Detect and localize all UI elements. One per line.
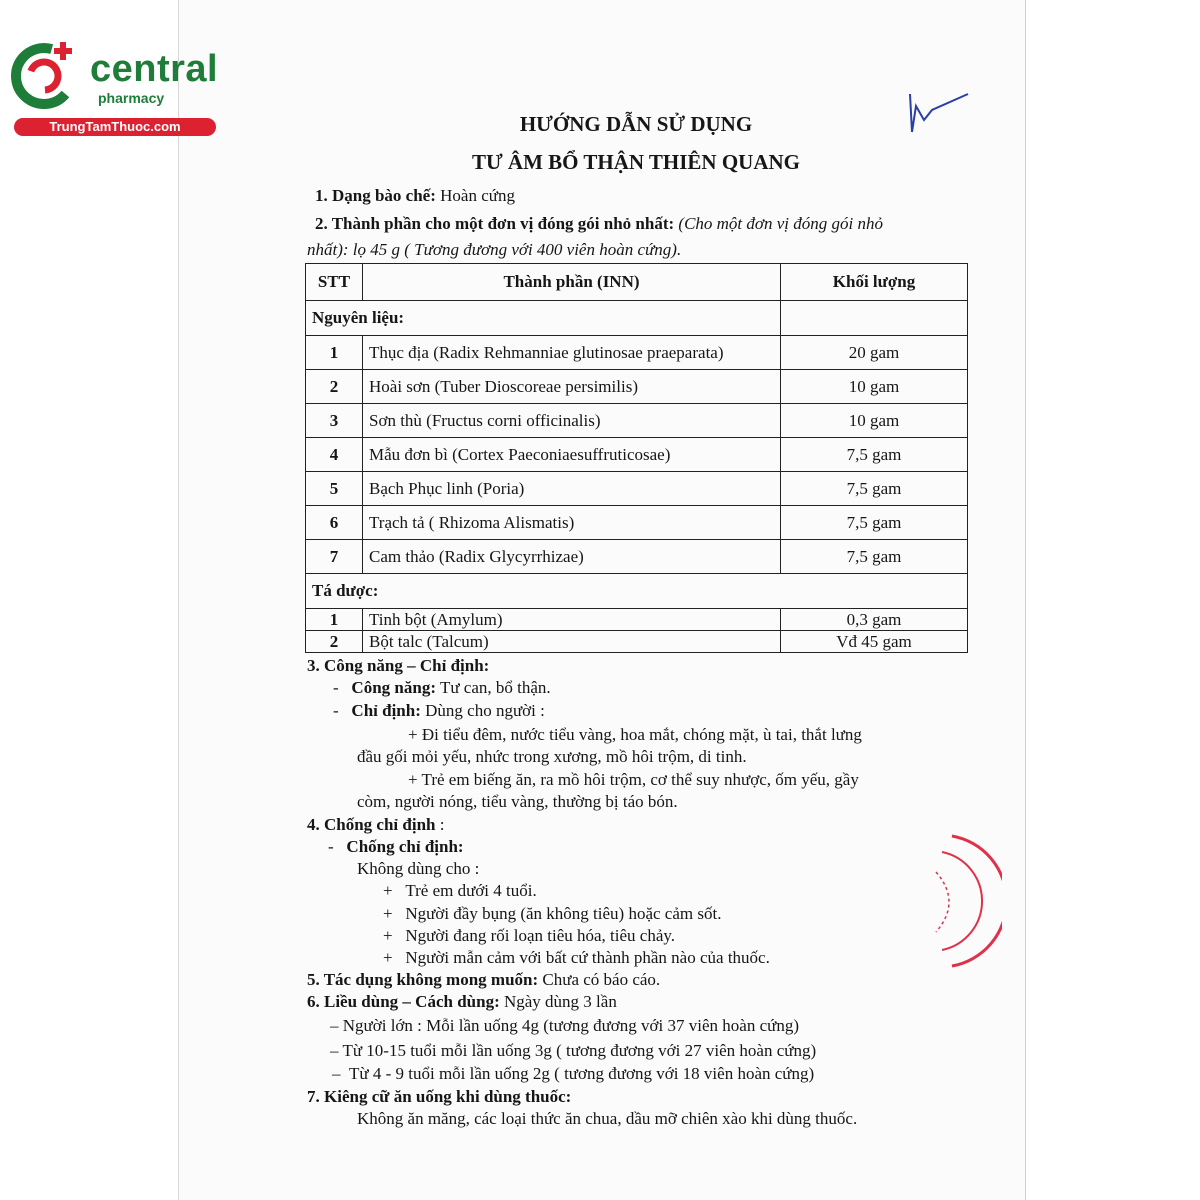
s3-para2-line1: + Trẻ em biếng ăn, ra mồ hôi trộm, cơ thể suy nhược, ốm yếu, gầy — [408, 770, 859, 789]
s5-label: 5. Tác dụng không mong muốn: — [307, 970, 539, 989]
row-num: 1 — [306, 336, 363, 370]
row-num: 7 — [306, 540, 363, 574]
row-name: Tinh bột (Amylum) — [363, 609, 781, 631]
row-name: Thục địa (Radix Rehmanniae glutinosae praeparata) — [363, 336, 781, 370]
s3-para2-line2: còm, người nóng, tiểu vàng, thường bị táo bón. — [357, 792, 678, 811]
s6-label: 6. Liều dùng – Cách dùng: — [307, 992, 500, 1011]
row-num: 5 — [306, 472, 363, 506]
table-row — [306, 404, 968, 438]
row-num: 1 — [306, 609, 363, 631]
section-2 — [315, 214, 883, 234]
row-qty: 10 gam — [781, 370, 968, 404]
s7-value: Không ăn măng, các loại thức ăn chua, dầu mỡ chiên xào khi dùng thuốc. — [357, 1109, 858, 1128]
s3-cong-nang: - Công năng: Tư can, bổ thận. — [333, 678, 551, 697]
s1-label: 1. Dạng bào chế: — [315, 186, 436, 205]
row-num: 2 — [306, 370, 363, 404]
header-qty: Khối lượng — [781, 264, 968, 301]
row-qty: 7,5 gam — [781, 506, 968, 540]
row-num: 6 — [306, 506, 363, 540]
s5-value: Chưa có báo cáo. — [542, 970, 661, 989]
s3-chi-dinh: - Chỉ định: Dùng cho người : — [333, 701, 545, 720]
section-5 — [307, 970, 660, 990]
s4-item: + Người đang rối loạn tiêu hóa, tiêu chảy. — [383, 926, 676, 945]
s6-item-text: Từ 4 - 9 tuổi mỗi lần uống 2g ( tương đương với 18 viên hoàn cứng) — [349, 1064, 815, 1083]
section-6 — [307, 992, 617, 1012]
table-row — [306, 506, 968, 540]
s2-note-a: (Cho một đơn vị đóng gói nhỏ — [678, 214, 883, 233]
row-name: Mẫu đơn bì (Cortex Paeconiaesuffruticosae) — [363, 438, 781, 472]
group-label: Tá dược: — [306, 574, 968, 609]
row-qty: 20 gam — [781, 336, 968, 370]
s4-sub-label: Chống chỉ định: — [346, 837, 464, 856]
row-num: 2 — [306, 631, 363, 653]
table-row — [306, 438, 968, 472]
row-num: 3 — [306, 404, 363, 438]
row-name: Bạch Phục linh (Poria) — [363, 472, 781, 506]
s6-item-text: Người lớn : Mỗi lần uống 4g (tương đương với 37 viên hoàn cứng) — [342, 1016, 799, 1035]
table-row — [306, 540, 968, 574]
section-3-title: 3. Công năng – Chỉ định: — [307, 656, 490, 675]
group-row — [306, 301, 968, 336]
row-qty: 10 gam — [781, 404, 968, 438]
s3-b-label: Chỉ định: — [351, 701, 421, 720]
s4-sub: - Chống chỉ định: — [328, 837, 464, 856]
row-qty: 7,5 gam — [781, 472, 968, 506]
doc-subtitle: TƯ ÂM BỔ THẬN THIÊN QUANG — [471, 150, 801, 174]
s3-a-value: Tư can, bổ thận. — [439, 678, 551, 697]
s1-value: Hoàn cứng — [440, 186, 515, 205]
row-name: Trạch tả ( Rhizoma Alismatis) — [363, 506, 781, 540]
table-header — [306, 264, 968, 301]
row-name: Hoài sơn (Tuber Dioscoreae persimilis) — [363, 370, 781, 404]
s6-value: Ngày dùng 3 lần — [503, 992, 617, 1011]
s4-item: + Trẻ em dưới 4 tuổi. — [383, 881, 537, 900]
s3-para1-line2: đầu gối mỏi yếu, nhức trong xương, mồ hôi trộm, di tinh. — [357, 747, 747, 766]
header-stt: STT — [306, 264, 363, 301]
header-name: Thành phần (INN) — [363, 264, 781, 301]
table-row — [306, 472, 968, 506]
s3-b-value: Dùng cho người : — [425, 701, 545, 720]
s3-para1-line1: + Đi tiểu đêm, nước tiểu vàng, hoa mắt, chóng mặt, ù tai, thắt lưng — [408, 725, 862, 744]
row-name: Bột talc (Talcum) — [363, 631, 781, 653]
ingredients-table — [305, 263, 968, 653]
doc-title: HƯỚNG DẪN SỬ DỤNG — [519, 112, 753, 136]
s3-a-label: Công năng: — [351, 678, 436, 697]
table-row — [306, 631, 968, 653]
s2-label: 2. Thành phần cho một đơn vị đóng gói nhỏ nhất: — [315, 214, 675, 233]
s6-item: – Người lớn : Mỗi lần uống 4g (tương đương với 37 viên hoàn cứng) — [330, 1016, 799, 1035]
section-7-title: 7. Kiêng cữ ăn uống khi dùng thuốc: — [307, 1087, 572, 1106]
s6-item: – Từ 10-15 tuổi mỗi lần uống 3g ( tương đương với 27 viên hoàn cứng) — [330, 1041, 817, 1060]
row-qty: 7,5 gam — [781, 438, 968, 472]
section-1 — [315, 186, 515, 206]
s4-item-text: Người đang rối loạn tiêu hóa, tiêu chảy. — [405, 926, 676, 945]
s4-item-text: Người đầy bụng (ăn không tiêu) hoặc cảm sốt. — [405, 904, 722, 923]
s4-item: + Người đầy bụng (ăn không tiêu) hoặc cảm sốt. — [383, 904, 722, 923]
s6-item-text: Từ 10-15 tuổi mỗi lần uống 3g ( tương đương với 27 viên hoàn cứng) — [342, 1041, 817, 1060]
logo-site: TrungTamThuoc.com — [14, 118, 216, 136]
empty-cell — [781, 301, 968, 336]
logo-sub: pharmacy — [98, 90, 165, 106]
row-qty: Vđ 45 gam — [781, 631, 968, 653]
row-name: Cam thảo (Radix Glycyrrhizae) — [363, 540, 781, 574]
logo-brand: central — [90, 48, 219, 90]
row-name: Sơn thù (Fructus corni officinalis) — [363, 404, 781, 438]
s6-item: – Từ 4 - 9 tuổi mỗi lần uống 2g ( tương đương với 18 viên hoàn cứng) — [332, 1064, 815, 1083]
s4-item-text: Trẻ em dưới 4 tuổi. — [405, 881, 537, 900]
table-row — [306, 609, 968, 631]
group-label: Nguyên liệu: — [306, 301, 781, 336]
s2-note-b: nhất): lọ 45 g ( Tương đương với 400 viên hoàn cứng). — [307, 240, 682, 259]
s4-item: + Người mẫn cảm với bất cứ thành phần nào của thuốc. — [383, 948, 770, 967]
logo-mark-icon — [8, 38, 88, 118]
row-qty: 0,3 gam — [781, 609, 968, 631]
table-row — [306, 336, 968, 370]
s4-item-text: Người mẫn cảm với bất cứ thành phần nào của thuốc. — [405, 948, 770, 967]
stamp-icon — [932, 832, 1002, 972]
row-qty: 7,5 gam — [781, 540, 968, 574]
s4-label: 4. Chống chỉ định — [307, 815, 436, 834]
table-row — [306, 370, 968, 404]
section-4-title: 4. Chống chỉ định : — [307, 815, 445, 834]
row-num: 4 — [306, 438, 363, 472]
group-row — [306, 574, 968, 609]
s4-intro: Không dùng cho : — [357, 859, 480, 878]
